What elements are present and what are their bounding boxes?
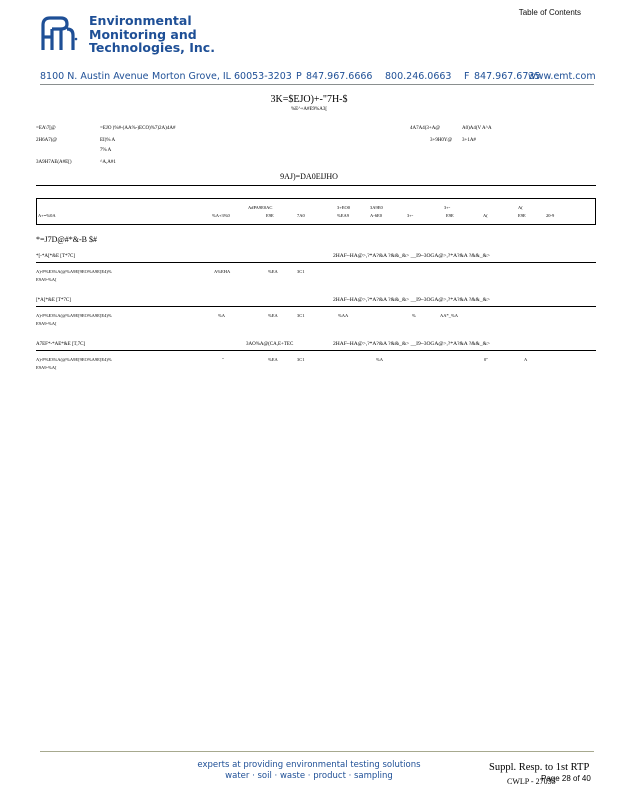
column-header-box (36, 198, 596, 225)
value-2-1: %A (218, 313, 225, 318)
value-3-7: 0" (484, 357, 489, 362)
phone-label: P (296, 71, 302, 82)
section-divider (36, 185, 596, 186)
fax-number: 847.967.6735 (474, 71, 541, 82)
method-row-2b: E9A9-%A[ (36, 321, 57, 326)
analyte-center-label-3: 3AO%A@(CA,E+TEC (246, 342, 294, 347)
column-header-4: 7A0 (297, 213, 305, 218)
document-title: 3K=$EJO)+-"7H-$ (270, 94, 348, 105)
analysis-band-2: 2HAF~HA@>,?*A?&A ?&&_&> __I9~3OGA@>,?*A?&A ?&&_&> (333, 297, 490, 303)
column-header-6-top: 3A9E0 (370, 205, 383, 210)
value-1-2: %EA (268, 269, 278, 274)
info-value-1: =EJO )%#-(AA%-)ECO)%7)2A)4A# (100, 126, 176, 131)
method-row-2a: A)-P%E3%A(@%A9E[9EO%A9E[E4)% (36, 313, 112, 318)
group-title: *=J7D@#*&-B $# (36, 235, 97, 244)
document-subtitle: %E^+A#E9%A3[ (291, 107, 327, 112)
analyte-divider-2 (36, 306, 596, 307)
emt-logo-icon (40, 15, 78, 53)
value-3-5: %A (376, 357, 383, 362)
analyte-divider-3 (36, 350, 596, 351)
info-right-value-2: 3+1A# (462, 138, 476, 143)
method-row-3a: A)-P%E3%A(@%A9E[9EO%A9E[E4)% (36, 357, 112, 362)
page-number: Page 28 of 40 (541, 774, 591, 783)
info-right-label-1: 4A7A4(3+A@ (410, 126, 440, 131)
column-header-8-top: 3+- (444, 205, 451, 210)
value-1-3: 3C1 (297, 269, 305, 274)
company-name (89, 14, 215, 55)
column-header-8: E9E (446, 213, 454, 218)
column-header-11: 20-9 (546, 213, 555, 218)
toc-link[interactable]: Table of Contents (518, 8, 581, 17)
info-value-2: EI)% A (100, 138, 116, 143)
footer-services: water · soil · waste · product · sampling (225, 771, 393, 781)
value-3-2: %EA (268, 357, 278, 362)
value-3-8: A (524, 357, 528, 362)
info-right-label-2: 3+9H0Y@ (430, 138, 453, 143)
info-value-4: ^A,A#1 (100, 160, 116, 165)
company-name-line-3: Technologies, Inc. (89, 40, 215, 55)
column-header-3-top: A#PA9E0AC (248, 205, 273, 210)
method-row-1b: E9A9-%A[ (36, 277, 57, 282)
analyte-name-1: *[-*A[*&E [T*7C] (36, 254, 76, 259)
city-address: Morton Grove, IL 60053-3203 (152, 71, 292, 82)
column-header-10: E9E (518, 213, 526, 218)
column-header-7: 3+- (407, 213, 414, 218)
tollfree-number: 800.246.0663 (385, 71, 452, 82)
footer-divider (40, 751, 594, 752)
info-right-value-1: A0)A4(V A^A (462, 126, 492, 131)
analysis-band-3: 2HAF~HA@>,?*A?&A ?&&_&> __I9~3OGA@>,?*A?&A ?&&_&> (333, 341, 490, 347)
info-label-2: 2H6A7(@ (36, 138, 57, 143)
column-header-10-top: A( (518, 205, 523, 210)
column-analyte: A+=%0A (38, 213, 56, 218)
company-name-line-1: Environmental (89, 13, 192, 28)
street-address: 8100 N. Austin Avenue (40, 71, 149, 82)
info-label-1: =EA\7[@ (36, 126, 56, 131)
value-2-2: %EA (268, 313, 278, 318)
column-header-1: %A+3%0 (212, 213, 230, 218)
method-row-3b: E9A9-%A[ (36, 365, 57, 370)
info-label-4: 3A9H7AE(A#E[) (36, 160, 72, 165)
value-2-6: AA*_%A (440, 313, 458, 318)
method-row-1a: A)-P%E3%A(@%A9E[9EO%A9E[E4)% (36, 269, 112, 274)
column-header-3: E9E (266, 213, 274, 218)
analyte-name-3: A7EF*-*AE*&E [T,7C] (36, 342, 86, 347)
value-3-3: 3C1 (297, 357, 305, 362)
section-heading: 9AJ)=DA0EIJHO (280, 172, 338, 181)
value-2-5: % (412, 313, 416, 318)
analyte-divider-1 (36, 262, 596, 263)
value-3-1: " (222, 357, 224, 362)
value-2-3: 3C1 (297, 313, 305, 318)
bates-stamp-id: CWLP - 27035 (507, 777, 556, 786)
column-header-5-top: 3+EO0 (337, 205, 351, 210)
column-header-9: A( (483, 213, 488, 218)
website-link[interactable]: www.emt.com (528, 71, 596, 82)
column-header-6: A-6E0 (370, 213, 382, 218)
fax-label: F (464, 71, 470, 82)
column-header-5: %EA9 (337, 213, 349, 218)
value-1-1: A%EHA (214, 269, 231, 274)
info-value-3: 7% A (100, 148, 112, 153)
footer-tagline: experts at providing environmental testing solutions (197, 760, 421, 770)
company-name-line-2: Monitoring and (89, 26, 197, 42)
phone-number: 847.967.6666 (306, 71, 373, 82)
header-divider (40, 84, 594, 85)
analysis-band-1: 2HAF~HA@>,?*A?&A ?&&_&> __I9~3OGA@>,?*A?&A ?&&_&> (333, 253, 490, 259)
value-2-4: %AA (338, 313, 349, 318)
bates-stamp: Suppl. Resp. to 1st RTP (489, 762, 590, 773)
analyte-name-2: [*A[*&E [T*7C] (36, 298, 71, 303)
